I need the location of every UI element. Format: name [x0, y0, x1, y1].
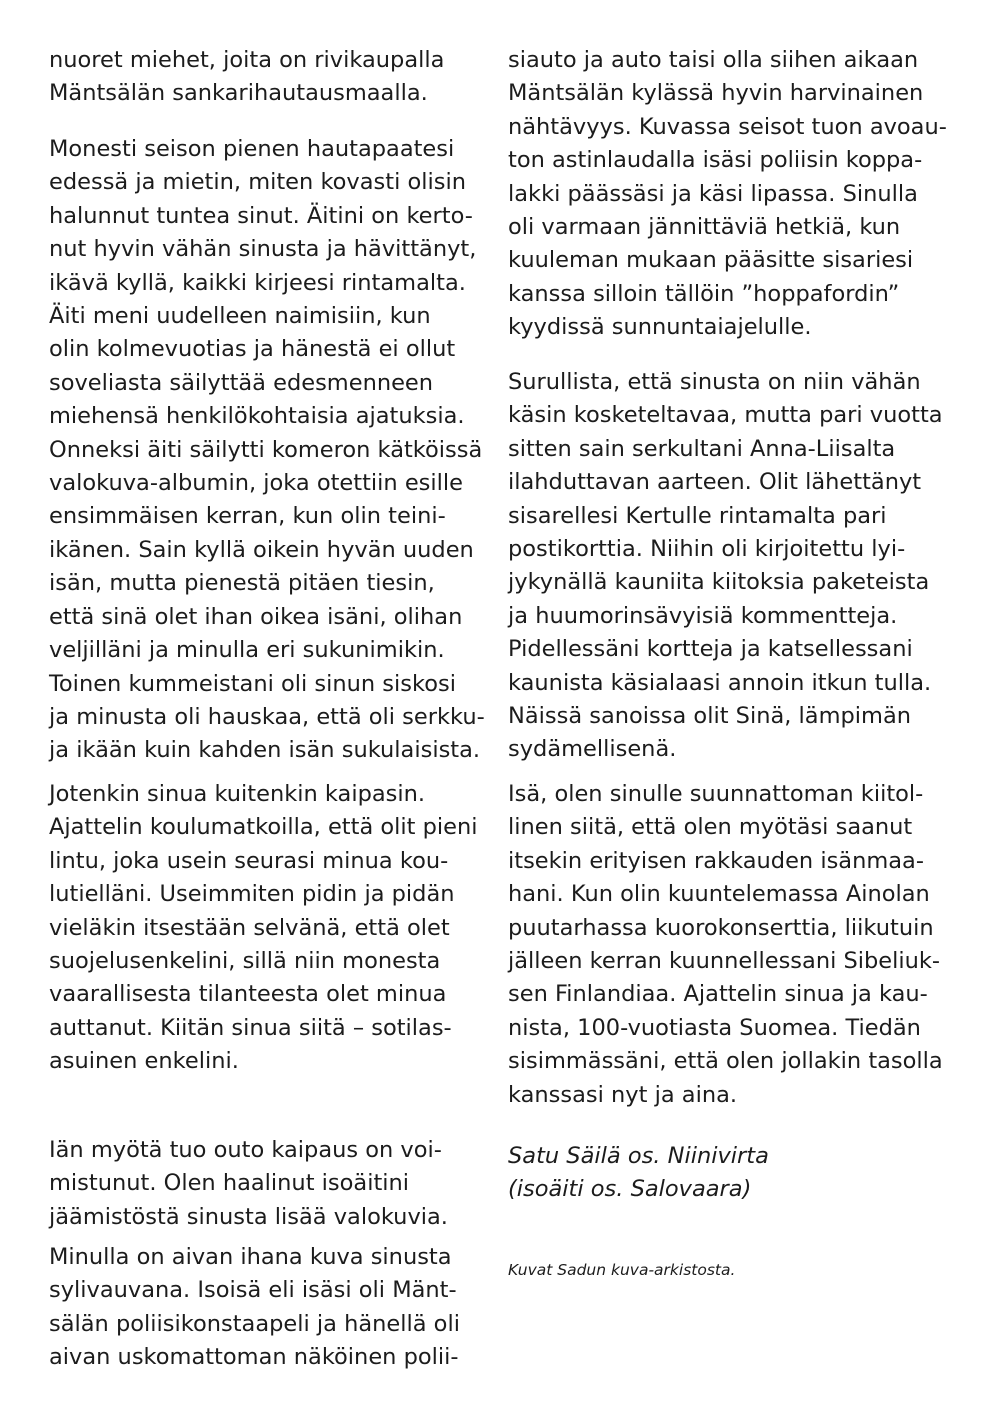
text-line: miehensä henkilökohtaisia ajatuksia. — [49, 403, 465, 430]
text-line: nähtävyys. Kuvassa seisot tuon avoau- — [508, 113, 947, 140]
text-line: valokuva-albumin, joka otettiin esille — [49, 470, 463, 497]
text-line: lakki päässäsi ja käsi lipassa. Sinulla — [508, 180, 918, 207]
text-line: isän, mutta pienestä pitäen tiesin, — [49, 570, 435, 597]
text-line: kanssa silloin tällöin ”hoppafordin” — [508, 280, 900, 307]
text-line: sitten sain serkultani Anna-Liisalta — [508, 435, 896, 462]
text-line: siauto ja auto taisi olla siihen aikaan — [508, 47, 919, 73]
paragraph — [49, 1241, 460, 1375]
text-line: asuinen enkelini. — [49, 1048, 239, 1075]
text-line: Näissä sanoissa olit Sinä, lämpimän — [508, 703, 912, 730]
text-line: ja ikään kuin kahden isän sukulaisista. — [49, 737, 481, 764]
text-line: Mäntsälän sankarihautausmaalla. — [49, 80, 428, 107]
text-line: edessä ja mietin, miten kovasti olisin — [49, 169, 466, 196]
text-line: ilahduttavan aarteen. Olit lähettänyt — [508, 469, 922, 496]
text-line: nuoret miehet, joita on rivikaupalla — [49, 47, 445, 73]
text-line: olin kolmevuotias ja hänestä ei ollut — [49, 336, 456, 363]
paragraph — [49, 44, 444, 111]
text-line: oli varmaan jännittäviä hetkiä, kun — [508, 214, 901, 241]
text-line: ja minusta oli hauskaa, että oli serkku- — [49, 703, 485, 730]
text-line: Mäntsälän kylässä hyvin harvinainen — [508, 80, 924, 107]
text-line: kyydissä sunnuntaiajelulle. — [508, 314, 812, 341]
text-line: Iän myötä tuo outo kaipaus on voi- — [49, 1137, 442, 1163]
text-line: postikorttia. Niihin oli kirjoitettu lyi- — [508, 536, 906, 563]
text-line: puutarhassa kuorokonserttia, liikutuin — [508, 914, 934, 941]
text-line: veljilläni ja minulla eri sukunimikin. — [49, 637, 445, 664]
text-line: aivan uskomattoman näköinen polii- — [49, 1344, 459, 1371]
text-line: lintu, joka usein seurasi minua kou- — [49, 847, 449, 874]
paragraph — [49, 778, 478, 1079]
text-line: suojelusenkelini, sillä niin monesta — [49, 948, 441, 975]
text-line: ensimmäisen kerran, kun olin teini- — [49, 503, 446, 530]
text-line: soveliasta säilyttää edesmenneen — [49, 369, 434, 396]
text-line: sisimmässäni, että olen jollakin tasolla — [508, 1048, 943, 1075]
author-signature — [508, 1140, 769, 1207]
text-line: Jotenkin sinua kuitenkin kaipasin. — [49, 781, 426, 807]
paragraph — [508, 778, 943, 1112]
text-line: sen Finlandiaa. Ajattelin sinua ja kau- — [508, 981, 928, 1008]
text-line: kanssasi nyt ja aina. — [508, 1081, 738, 1108]
text-line: sälän poliisikonstaapeli ja hänellä oli — [49, 1310, 460, 1337]
text-line: sisarellesi Kertulle rintamalta pari — [508, 502, 887, 529]
text-line: kuuleman mukaan pääsitte sisariesi — [508, 247, 914, 274]
text-line: nista, 100-vuotiasta Suomea. Tiedän — [508, 1014, 921, 1041]
text-line: vieläkin itsestään selvänä, että olet — [49, 914, 450, 941]
photo-credit-caption: Kuvat Sadun kuva-arkistosta. — [508, 1261, 736, 1279]
text-line: sydämellisenä. — [508, 736, 677, 763]
text-line: itsekin erityisen rakkauden isänmaa- — [508, 847, 924, 874]
text-line: Monesti seison pienen hautapaatesi — [49, 136, 455, 162]
text-line: Surullista, että sinusta on niin vähän — [508, 369, 921, 395]
text-line: Isä, olen sinulle suunnattoman kiitol- — [508, 781, 924, 807]
text-line: vaarallisesta tilanteesta olet minua — [49, 981, 447, 1008]
text-line: Pidellessäni kortteja ja katsellessani — [508, 636, 913, 663]
text-line: Minulla on aivan ihana kuva sinusta — [49, 1244, 452, 1270]
paragraph — [49, 133, 485, 768]
text-line: linen siitä, että olen myötäsi saanut — [508, 814, 913, 841]
text-line: kaunista käsialaasi annoin itkun tulla. — [508, 669, 932, 696]
text-line: lutielläni. Useimmiten pidin ja pidän — [49, 881, 455, 908]
text-line: auttanut. Kiitän sinua siitä – sotilas- — [49, 1014, 452, 1041]
text-line: sylivauvana. Isoisä eli isäsi oli Mänt- — [49, 1277, 457, 1304]
signature-line: Satu Säilä os. Niinivirta — [508, 1143, 769, 1169]
text-line: ton astinlaudalla isäsi poliisin koppa- — [508, 147, 923, 174]
signature-line: (isoäiti os. Salovaara) — [508, 1176, 752, 1203]
text-line: halunnut tuntea sinut. Äitini on kerto- — [49, 202, 473, 229]
text-line: että sinä olet ihan oikea isäni, olihan — [49, 603, 463, 630]
text-line: Onneksi äiti säilytti komeron kätköissä — [49, 436, 483, 463]
text-line: käsin kosketeltavaa, mutta pari vuotta — [508, 402, 943, 429]
paragraph — [508, 44, 947, 345]
paragraph — [49, 1134, 448, 1234]
text-line: Äiti meni uudelleen naimisiin, kun — [49, 303, 431, 330]
text-line: jäämistöstä sinusta lisää valokuvia. — [49, 1203, 448, 1230]
text-line: mistunut. Olen haalinut isoäitini — [49, 1170, 410, 1197]
text-line: ikävä kyllä, kaikki kirjeesi rintamalta. — [49, 269, 466, 296]
text-line: ikänen. Sain kyllä oikein hyvän uuden — [49, 536, 474, 563]
paragraph — [508, 366, 943, 767]
text-line: nut hyvin vähän sinusta ja hävittänyt, — [49, 236, 477, 263]
text-line: hani. Kun olin kuuntelemassa Ainolan — [508, 881, 930, 908]
text-line: ja huumorinsävyisiä kommentteja. — [508, 602, 898, 629]
text-line: jykynällä kauniita kiitoksia paketeista — [508, 569, 930, 596]
text-line: jälleen kerran kuunnellessani Sibeliuk- — [508, 948, 941, 975]
text-line: Toinen kummeistani oli sinun siskosi — [49, 670, 456, 697]
text-line: Ajattelin koulumatkoilla, että olit pieni — [49, 814, 478, 841]
